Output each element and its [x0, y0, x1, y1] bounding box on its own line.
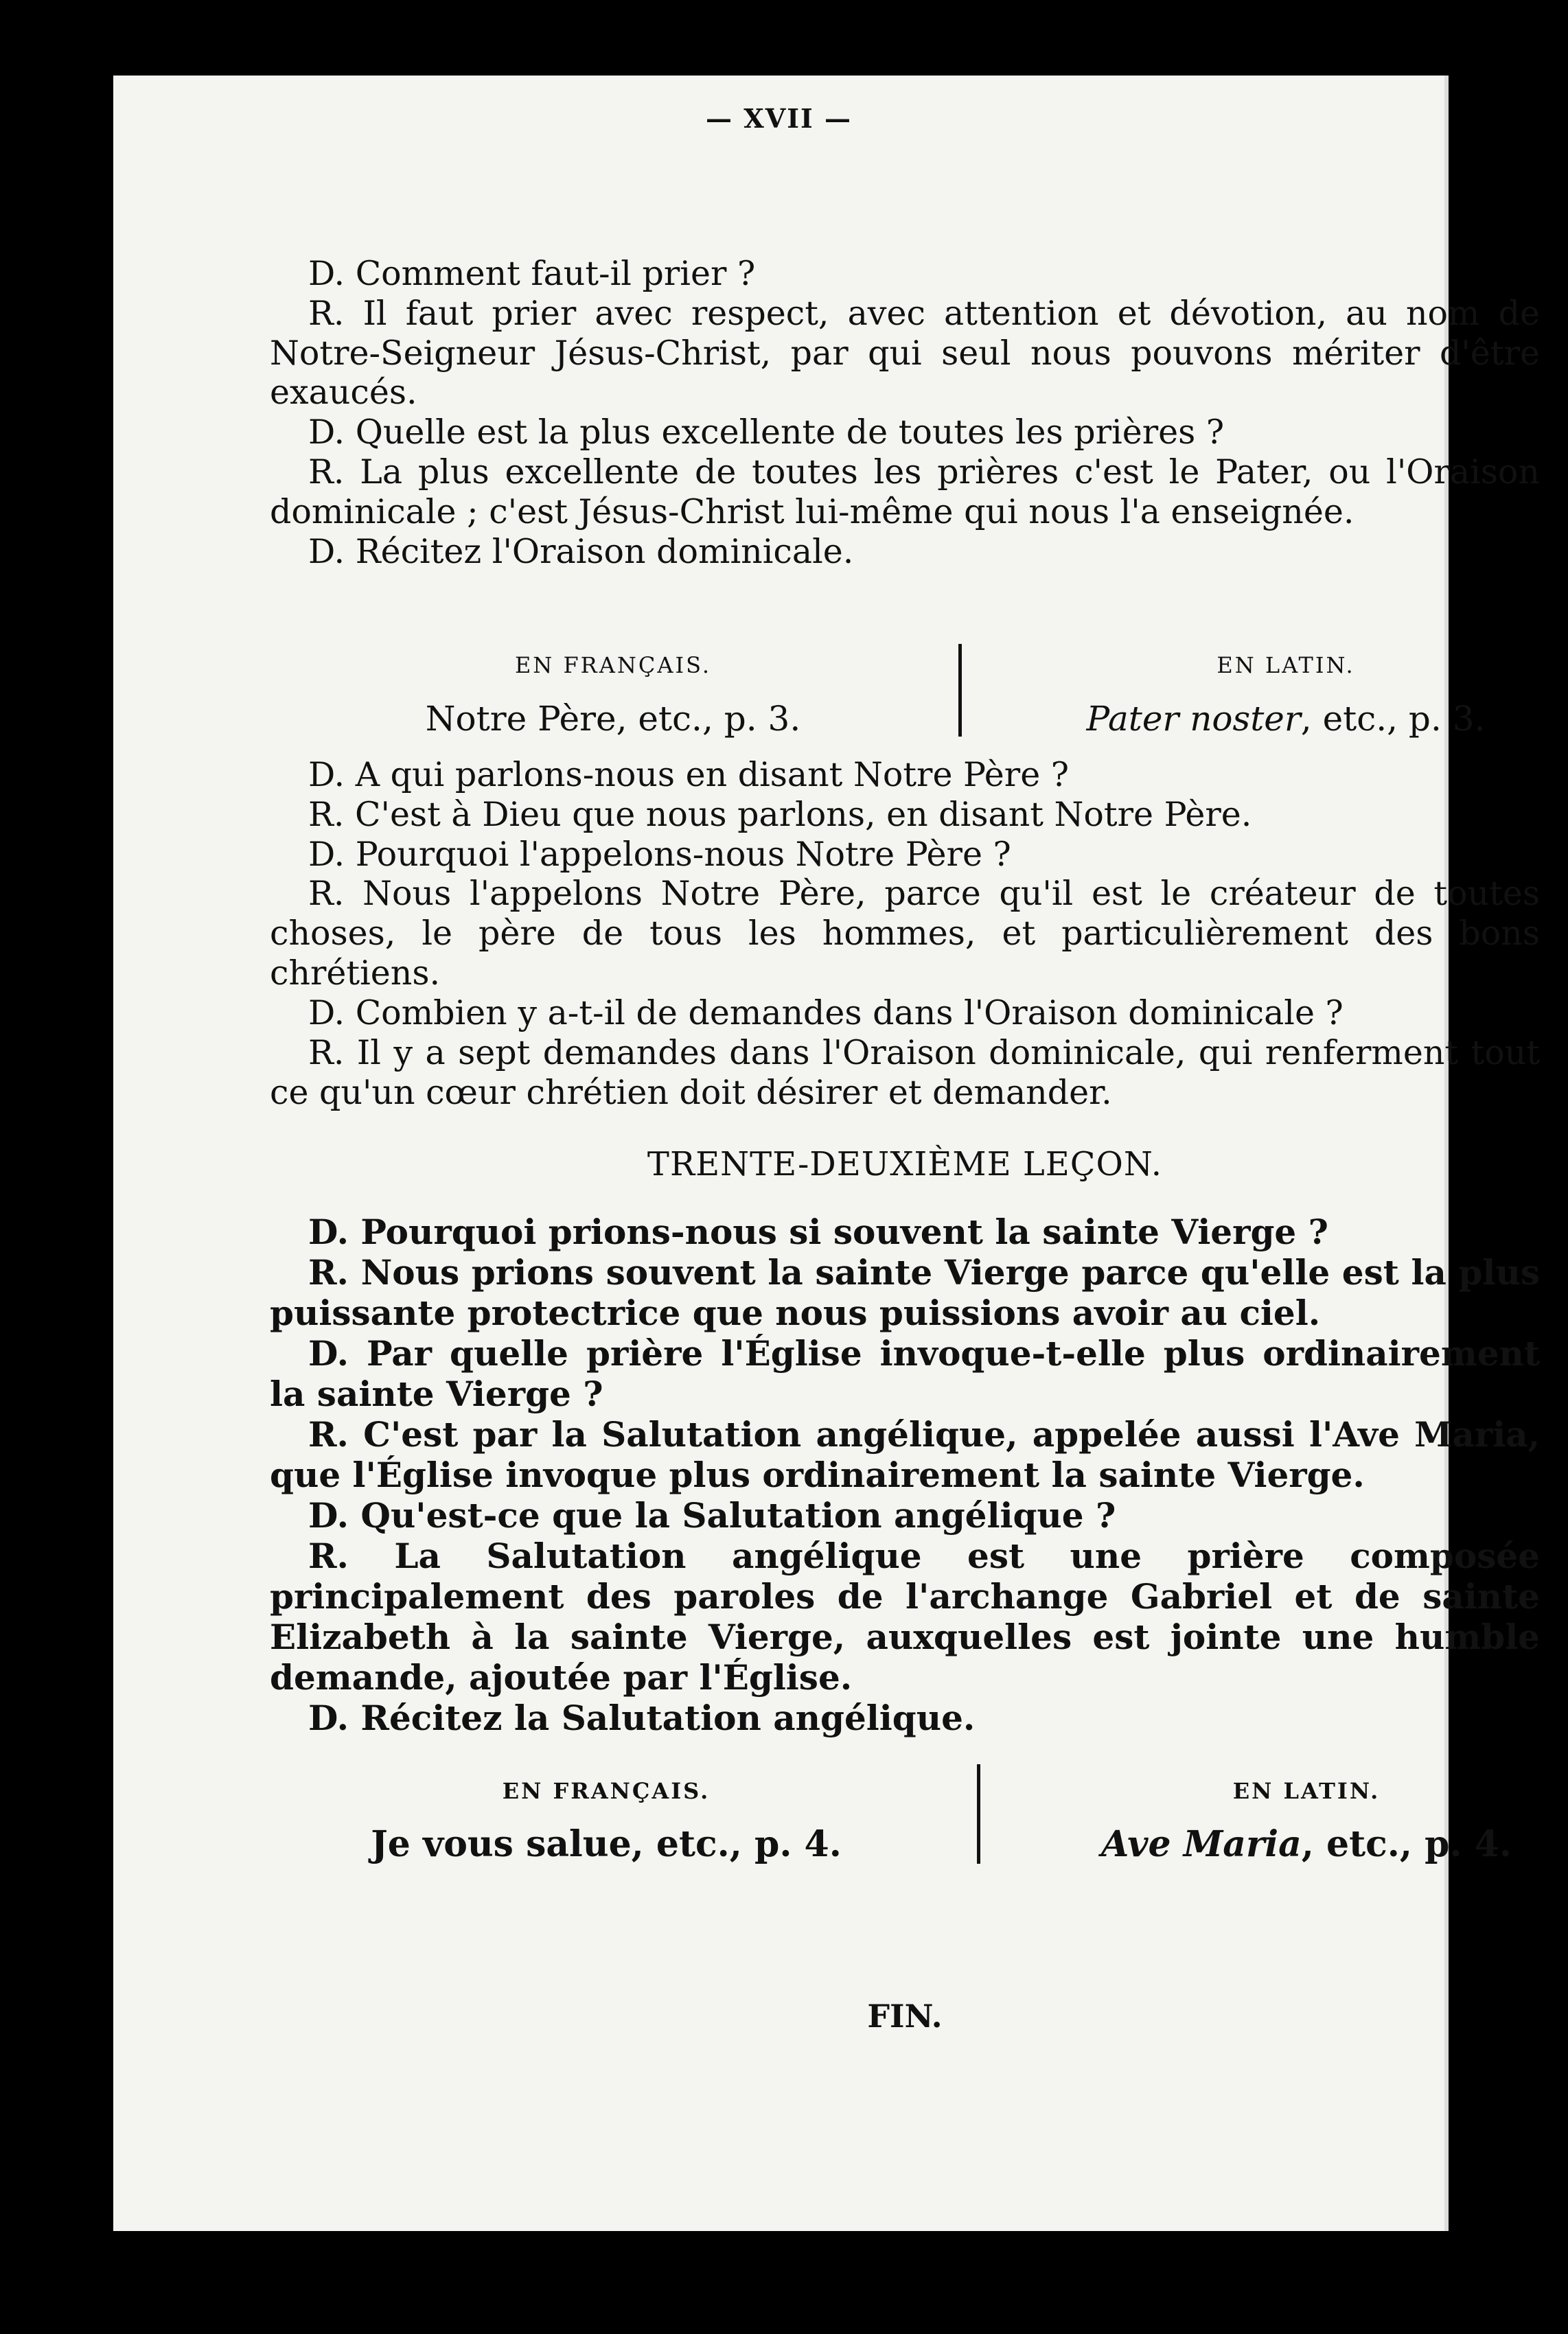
document-page	[113, 76, 1540, 2231]
column-text: Notre Père, etc., p. 3.	[425, 699, 801, 739]
latin-column	[984, 652, 1568, 739]
answer: R. Nous prions souvent la sainte Vierge parce qu'elle est la plus puissante protectrice que nous puissions avoir au ciel.	[270, 1252, 1540, 1333]
latin-title: Ave Maria	[1101, 1823, 1302, 1865]
latin-column	[1004, 1778, 1568, 1865]
column-divider	[977, 1764, 980, 1864]
latin-title: Pater noster	[1086, 699, 1301, 739]
answer: R. Nous l'appelons Notre Père, parce qu'il est le créateur de toutes choses, le père de tous les hommes, et particulièrement des bons chrétiens.	[270, 874, 1540, 993]
catechism-block-3	[270, 1212, 1540, 1738]
column-text	[984, 699, 1568, 739]
question: D. Qu'est-ce que la Salutation angélique ?	[308, 1495, 1116, 1536]
answer: R. C'est par la Salutation angélique, appelée aussi l'Ave Maria, que l'Église invoque plus ordinairement la sainte Vierge.	[270, 1414, 1540, 1495]
french-column	[311, 652, 915, 739]
french-column	[304, 1778, 908, 1865]
answer: R. Il faut prier avec respect, avec attention et dévotion, au nom de Notre-Seigneur Jésus-Christ, par qui seul nous pouvons mériter d'être exaucés.	[270, 293, 1540, 413]
catechism-block-1	[270, 254, 1540, 572]
column-divider	[958, 644, 962, 737]
answer: R. La plus excellente de toutes les prières c'est le Pater, ou l'Oraison dominicale ; c'est Jésus-Christ lui-même qui nous l'a enseignée.	[270, 452, 1540, 531]
question: D. Pourquoi prions-nous si souvent la sainte Vierge ?	[308, 1212, 1328, 1252]
catechism-block-2	[270, 755, 1540, 1112]
answer: R. C'est à Dieu que nous parlons, en disant Notre Père.	[308, 794, 1252, 834]
lesson-title: TRENTE-DEUXIÈME LEÇON.	[647, 1145, 1163, 1183]
answer: R. Il y a sept demandes dans l'Oraison dominicale, qui renferment tout ce qu'un cœur chrétien doit désirer et demander.	[270, 1032, 1540, 1112]
column-text: Je vous salue, etc., p. 4.	[371, 1823, 842, 1865]
column-text	[1004, 1823, 1568, 1865]
column-heading: EN LATIN.	[1217, 652, 1355, 678]
question: D. Quelle est la plus excellente de toutes les prières ?	[308, 413, 1225, 452]
question: D. Pourquoi l'appelons-nous Notre Père ?	[308, 834, 1011, 874]
column-heading: EN FRANÇAIS.	[502, 1778, 711, 1804]
answer: R. La Salutation angélique est une prière composée principalement des paroles de l'archange Gabriel et de sainte Elizabeth à la sainte Vierge, auxquelles est jointe une humble demande, ajoutée par l'Église.	[270, 1536, 1540, 1698]
question: D. Récitez la Salutation angélique.	[308, 1698, 976, 1738]
question: D. Par quelle prière l'Église invoque-t-elle plus ordinairement la sainte Vierge ?	[270, 1333, 1540, 1414]
question: D. Récitez l'Oraison dominicale.	[308, 531, 854, 571]
latin-ref: , etc., p. 3.	[1300, 699, 1486, 739]
column-heading: EN LATIN.	[1232, 1778, 1381, 1804]
column-heading: EN FRANÇAIS.	[514, 652, 712, 678]
question: D. Comment faut-il prier ?	[308, 254, 756, 293]
latin-ref: , etc., p. 4.	[1301, 1823, 1512, 1865]
question: D. Combien y a-t-il de demandes dans l'Oraison dominicale ?	[308, 993, 1344, 1032]
question: D. A qui parlons-nous en disant Notre Père ?	[308, 755, 1070, 794]
page-number: — XVII —	[706, 103, 852, 134]
end-mark: FIN.	[867, 1998, 943, 2035]
